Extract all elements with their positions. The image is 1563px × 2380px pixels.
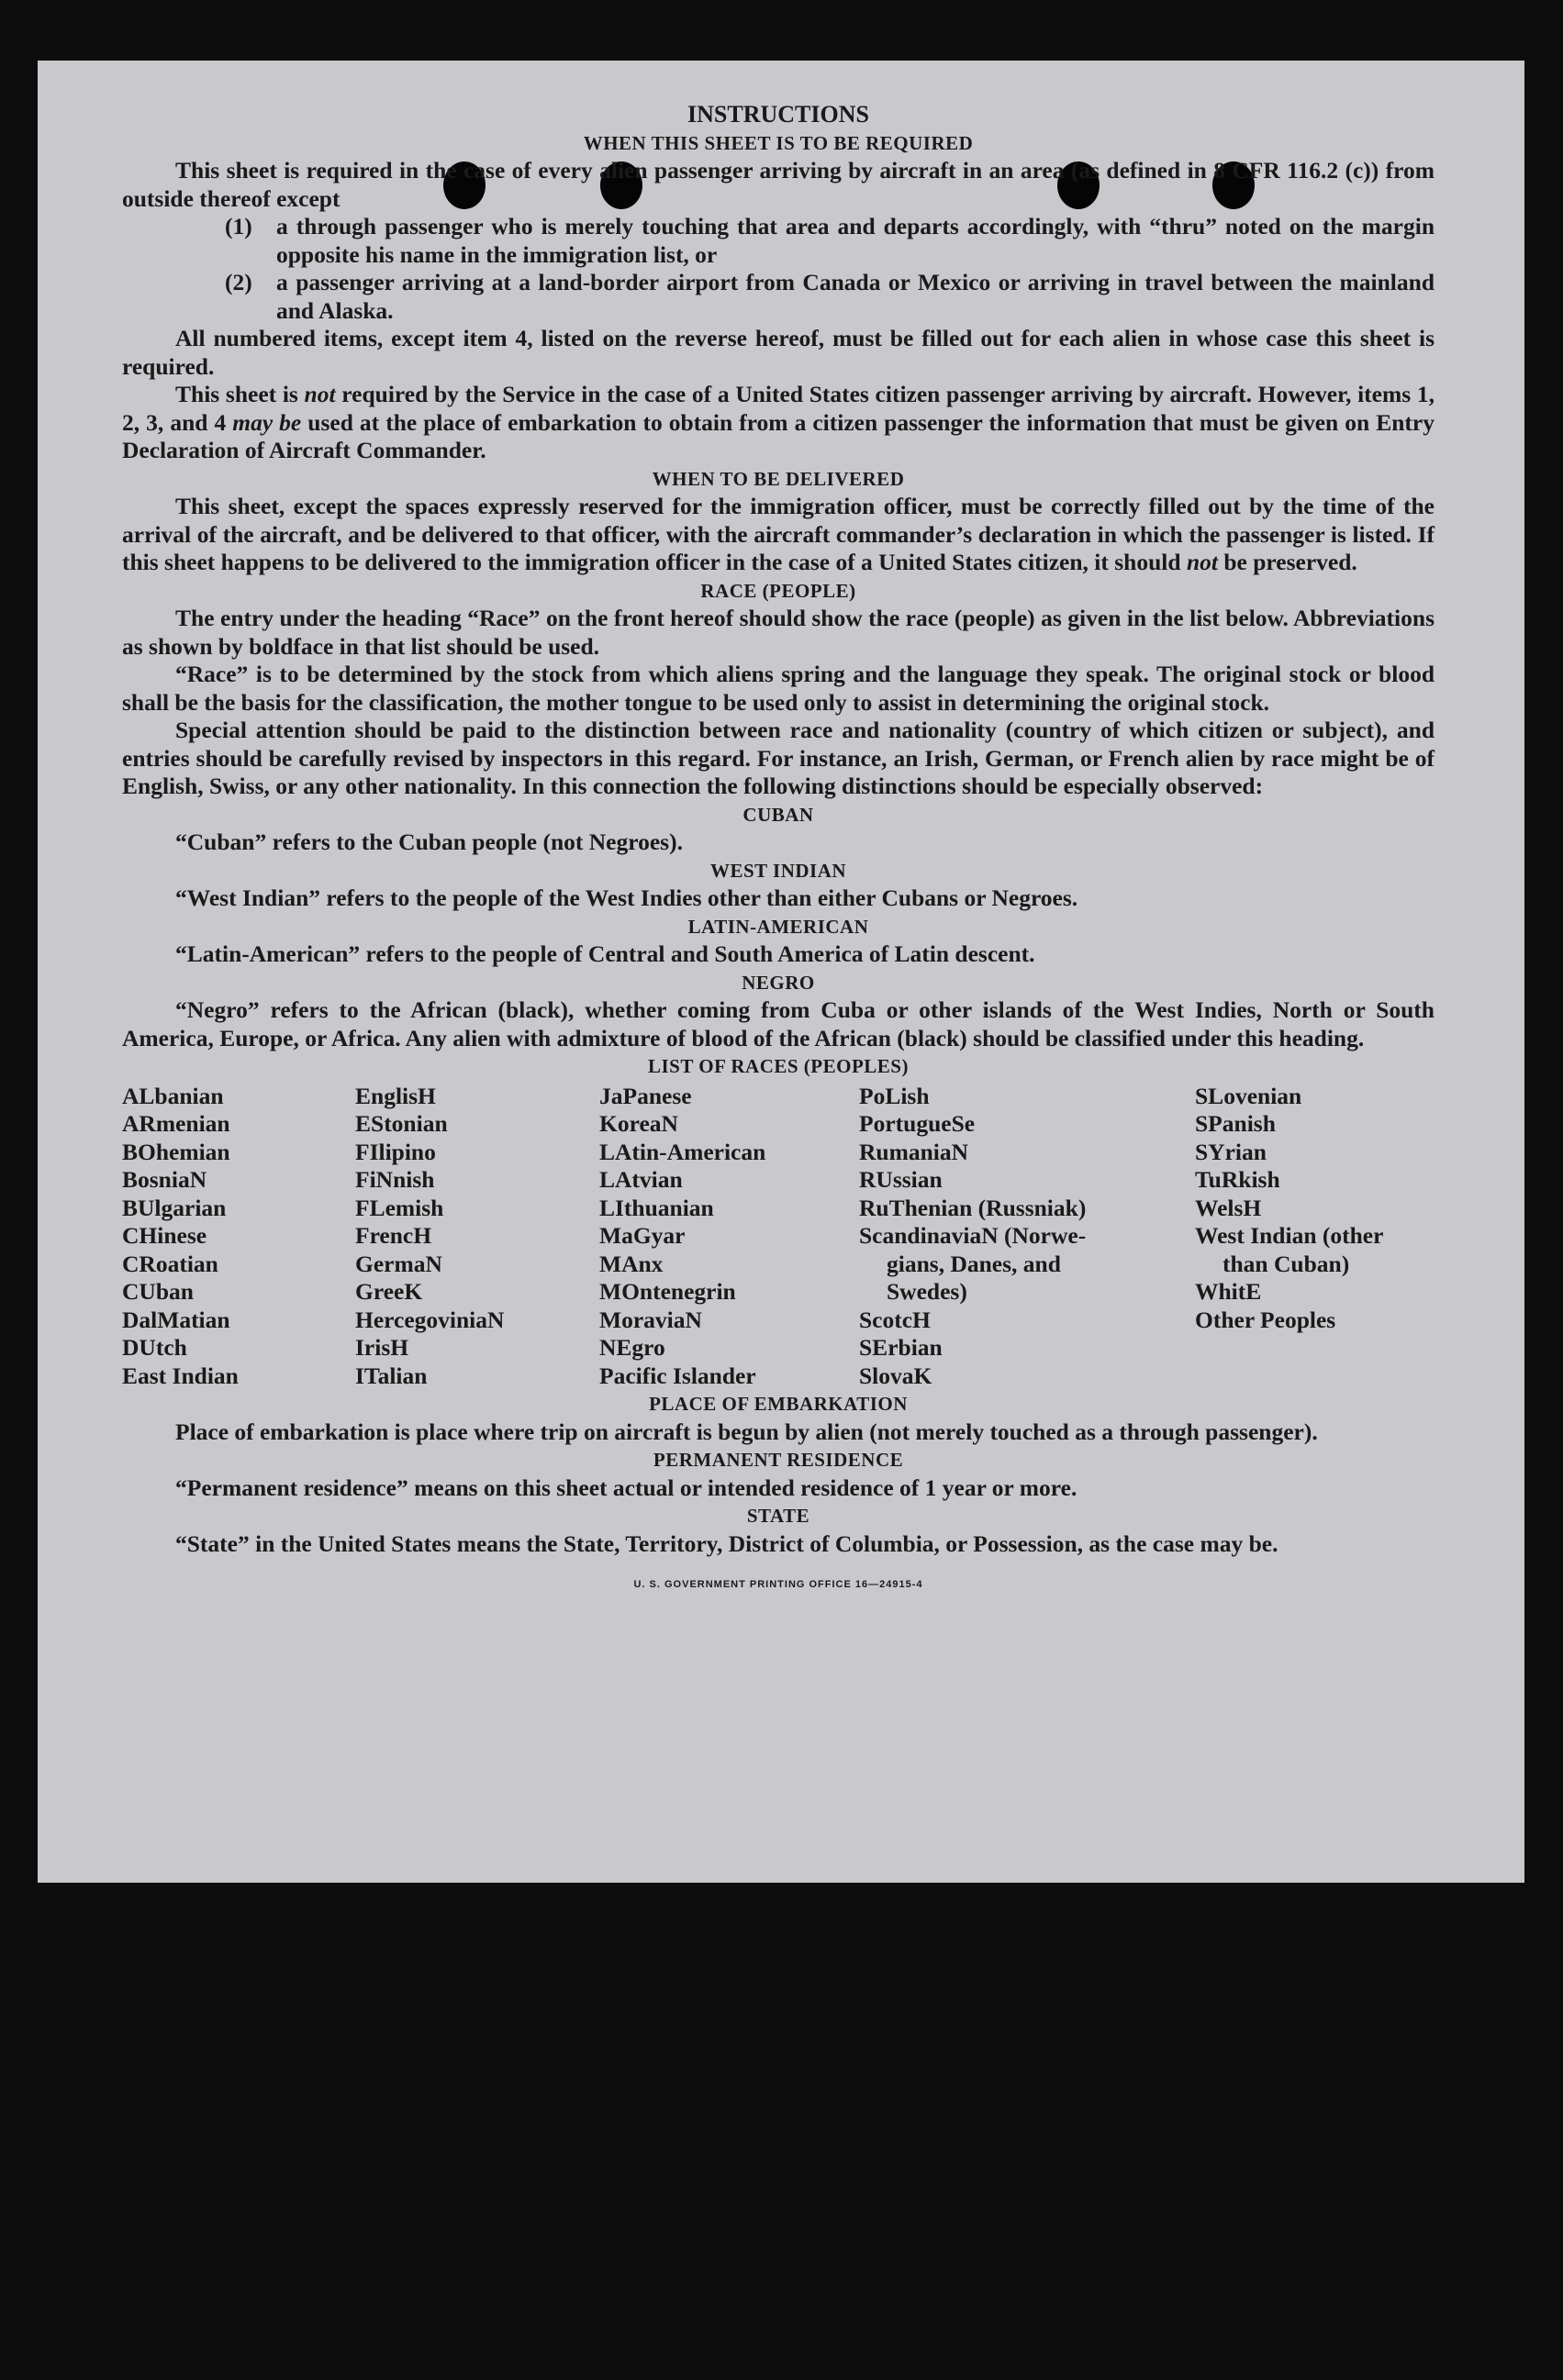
- emphasis: may be: [232, 408, 302, 436]
- printer-imprint: U. S. GOVERNMENT PRINTING OFFICE 16—24915-4: [633, 1579, 923, 1590]
- paragraph: “State” in the United States means the State, Territory, District of Columbia, or Possession, as the case may be.: [175, 1529, 1278, 1557]
- paragraph: [122, 381, 1435, 465]
- heading-race: RACE (PEOPLE): [700, 579, 856, 602]
- document-title: INSTRUCTIONS: [687, 101, 869, 128]
- race-entry: BOhemian: [122, 1138, 230, 1165]
- race-entry: than Cuban): [1222, 1250, 1350, 1277]
- race-entry: ALbanian: [122, 1082, 224, 1109]
- race-entry: FLemish: [355, 1194, 444, 1221]
- text: This sheet, except the spaces expressly reserved for the immigration officer, must be correctly filled out by the time of the arrival of the aircraft, and be delivered to that officer, with the aircraft commander’s declaration in which the passenger is listed. If this sheet happens to be delivered to the immigration officer in the case of a United States citizen, it should: [122, 493, 1435, 575]
- text: This sheet is: [175, 381, 305, 407]
- heading-cuban: CUBAN: [742, 803, 814, 826]
- paragraph: “Race” is to be determined by the stock from which aliens spring and the language they speak. The original stock or blood shall be the basis for the classification, the mother tongue to be used only to assist in determining the original stock.: [122, 661, 1435, 716]
- race-entry: FiNnish: [355, 1166, 435, 1193]
- paragraph: The entry under the heading “Race” on the front hereof should show the race (people) as given in the list below. Abbreviations as shown by boldface in that list should be used.: [122, 605, 1435, 660]
- race-entry: HercegoviniaN: [355, 1306, 505, 1333]
- race-entry: East Indian: [122, 1362, 239, 1389]
- race-entry: ARmenian: [122, 1110, 230, 1137]
- race-entry: GreeK: [355, 1278, 423, 1305]
- race-entry: ScandinaviaN (Norwe-: [859, 1222, 1087, 1249]
- item-number: (2): [225, 269, 252, 295]
- race-entry: DalMatian: [122, 1306, 230, 1333]
- heading-negro: NEGRO: [742, 971, 815, 994]
- race-entry: MOntenegrin: [599, 1278, 736, 1305]
- text: required by the Service in the case of a United States citizen passenger arriving by aircraft. However, items 1, 2, 3, and 4: [122, 381, 1435, 436]
- race-entry: SErbian: [859, 1334, 943, 1361]
- heading-residence: PERMANENT RESIDENCE: [653, 1449, 904, 1471]
- race-entry: BUlgarian: [122, 1194, 227, 1221]
- item-text: a through passenger who is merely touching that area and departs accordingly, with “thru” noted on the margin opposite his name in the immigration list, or: [276, 213, 1435, 268]
- race-entry: West Indian (other: [1195, 1222, 1384, 1249]
- race-entry: DUtch: [122, 1334, 187, 1361]
- race-entry: Other Peoples: [1195, 1306, 1336, 1333]
- race-entry: MoraviaN: [599, 1306, 702, 1333]
- race-entry: LAtin-American: [599, 1138, 766, 1165]
- race-list: [122, 1083, 1435, 1391]
- race-entry: ScotcH: [859, 1306, 931, 1333]
- race-entry: SlovaK: [859, 1362, 932, 1389]
- race-entry: MAnx: [599, 1250, 664, 1277]
- paragraph: [122, 493, 1435, 577]
- race-entry: IrisH: [355, 1334, 409, 1361]
- paragraph: Special attention should be paid to the distinction between race and nationality (country of which citizen or subject), and entries should be carefully revised by inspectors in this regard. For instance, an Irish, German, or French alien by race might be of English, Swiss, or any other nationality. In this connection the following distinctions should be especially observed:: [122, 717, 1435, 799]
- heading-delivered: WHEN TO BE DELIVERED: [652, 467, 905, 490]
- race-entry: SYrian: [1195, 1138, 1267, 1165]
- heading-latin-american: LATIN-AMERICAN: [687, 915, 869, 938]
- race-entry: LIthuanian: [599, 1194, 714, 1221]
- paragraph: All numbered items, except item 4, listed on the reverse hereof, must be filled out for each alien in whose case this sheet is required.: [122, 325, 1435, 380]
- race-entry: JaPanese: [599, 1082, 692, 1109]
- paragraph: This sheet is required in the case of every alien passenger arriving by aircraft in an area (as defined in 8 CFR 116.2 (c)) from outside thereof except: [122, 157, 1435, 212]
- heading-embarkation: PLACE OF EMBARKATION: [649, 1393, 908, 1415]
- document-text: [122, 101, 1435, 1599]
- race-entry: PortugueSe: [859, 1110, 976, 1137]
- heading-list-of-races: LIST OF RACES (PEOPLES): [648, 1055, 909, 1077]
- race-column: [122, 1083, 355, 1391]
- race-column: [355, 1083, 599, 1391]
- text: used at the place of embarkation to obtain from a citizen passenger the information that must be given on Entry Declaration of Aircraft Commander.: [122, 408, 1435, 463]
- race-entry: EnglisH: [355, 1082, 436, 1109]
- race-entry: WelsH: [1195, 1194, 1262, 1221]
- race-entry: RumaniaN: [859, 1138, 969, 1165]
- race-entry: Pacific Islander: [599, 1362, 756, 1389]
- heading-state: STATE: [746, 1505, 810, 1527]
- race-column: [859, 1083, 1195, 1391]
- paragraph: “Permanent residence” means on this sheet actual or intended residence of 1 year or more.: [175, 1474, 1077, 1501]
- heading-west-indian: WEST INDIAN: [709, 859, 847, 882]
- race-entry: RuThenian (Russniak): [859, 1194, 1087, 1221]
- race-entry: WhitE: [1195, 1278, 1262, 1305]
- race-entry: FIlipino: [355, 1138, 436, 1165]
- race-entry: KoreaN: [599, 1110, 678, 1137]
- text: be preserved.: [1217, 549, 1357, 575]
- race-entry: NEgro: [599, 1334, 665, 1361]
- paragraph: “West Indian” refers to the people of the West Indies other than either Cubans or Negroes.: [175, 884, 1078, 911]
- emphasis: not: [1186, 549, 1218, 575]
- race-entry: GermaN: [355, 1250, 442, 1277]
- item-text: a passenger arriving at a land-border airport from Canada or Mexico or arriving in travel between the mainland and Alaska.: [276, 269, 1435, 324]
- race-entry: PoLish: [859, 1082, 930, 1109]
- paragraph: “Negro” refers to the African (black), whether coming from Cuba or other islands of the West Indies, North or South America, Europe, or Africa. Any alien with admixture of blood of the African (black) should be classified under this heading.: [122, 996, 1435, 1051]
- race-entry: ITalian: [355, 1362, 428, 1389]
- paragraph: “Latin-American” refers to the people of Central and South America of Latin descent.: [175, 940, 1035, 967]
- emphasis: not: [304, 381, 336, 407]
- item-number: (1): [225, 213, 252, 239]
- race-entry: MaGyar: [599, 1222, 686, 1249]
- race-column: [599, 1083, 859, 1391]
- heading-required: WHEN THIS SHEET IS TO BE REQUIRED: [583, 131, 974, 154]
- race-entry: TuRkish: [1195, 1166, 1280, 1193]
- race-entry: RUssian: [859, 1166, 943, 1193]
- race-entry: SPanish: [1195, 1110, 1276, 1137]
- race-entry: CRoatian: [122, 1250, 218, 1277]
- race-entry: Swedes): [887, 1278, 967, 1305]
- list-item: [122, 213, 1435, 269]
- paragraph: “Cuban” refers to the Cuban people (not Negroes).: [175, 829, 683, 855]
- race-entry: CHinese: [122, 1222, 207, 1249]
- list-item: [122, 269, 1435, 325]
- race-entry: gians, Danes, and: [887, 1250, 1061, 1277]
- paragraph: Place of embarkation is place where trip on aircraft is begun by alien (not merely touched as a through passenger).: [175, 1418, 1318, 1445]
- race-entry: FrencH: [355, 1222, 432, 1249]
- race-entry: SLovenian: [1195, 1082, 1302, 1109]
- race-entry: EStonian: [355, 1110, 448, 1137]
- race-entry: CUban: [122, 1278, 194, 1305]
- race-entry: LAtvian: [599, 1166, 683, 1193]
- race-column: [1195, 1083, 1383, 1391]
- race-entry: BosniaN: [122, 1166, 207, 1193]
